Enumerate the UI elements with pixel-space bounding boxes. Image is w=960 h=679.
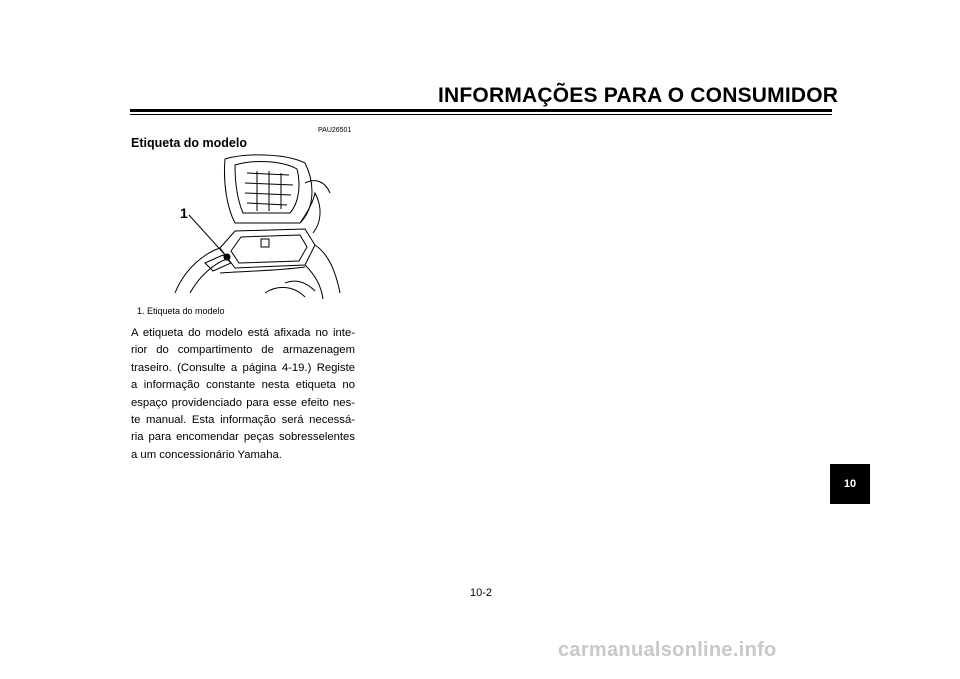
section-code: PAU26501: [318, 127, 352, 134]
body-line: espaço providenciado para esse efeito nes-: [131, 396, 355, 409]
body-line: rior do compartimento de armazenagem: [131, 344, 355, 357]
body-line: ria para encomendar peças sobresselentes: [131, 431, 355, 444]
body-line: te manual. Esta informação será necessá-: [131, 414, 355, 427]
body-line: a um concessionário Yamaha.: [131, 448, 282, 461]
page-number: 10-2: [470, 587, 493, 599]
page-header-title: INFORMAÇÕES PARA O CONSUMIDOR: [438, 84, 839, 107]
section-title: Etiqueta do modelo: [131, 136, 247, 150]
header-rule-thin: [130, 114, 832, 115]
header-rule-thick: [130, 109, 832, 112]
chapter-tab: 10: [830, 464, 870, 504]
storage-compartment-illustration: [165, 153, 345, 299]
callout-number: 1: [180, 205, 188, 221]
body-paragraph: [131, 325, 355, 464]
figure-caption: 1. Etiqueta do modelo: [137, 306, 225, 316]
body-line: a informação constante nesta etiqueta no: [131, 379, 355, 392]
watermark-text: carmanualsonline.info: [558, 639, 777, 661]
body-line: A etiqueta do modelo está afixada no inte-: [131, 327, 355, 339]
body-line: traseiro. (Consulte a página 4-19.) Registe: [131, 361, 355, 374]
